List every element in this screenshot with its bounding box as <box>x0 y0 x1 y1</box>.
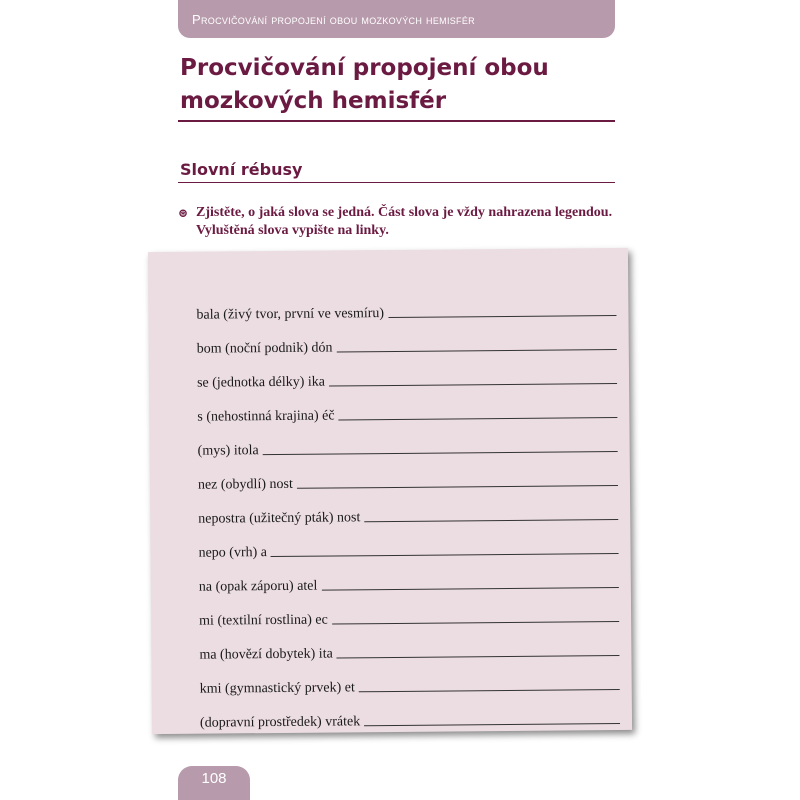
answer-line[interactable] <box>321 587 618 591</box>
answer-line[interactable] <box>271 553 619 557</box>
title-divider <box>178 120 615 122</box>
section-divider <box>178 182 615 183</box>
puzzle-clue: (dopravní prostředek) vrátek <box>199 714 361 731</box>
puzzle-clue: mi (textilní rostlina) ec <box>199 612 328 629</box>
answer-line[interactable] <box>364 723 620 726</box>
puzzle-row <box>198 524 618 562</box>
answer-line[interactable] <box>297 485 618 489</box>
puzzle-clue: bala (živý tvor, první ve vesmíru) <box>196 306 385 323</box>
puzzle-row <box>196 286 616 324</box>
instruction <box>178 204 618 240</box>
puzzle-clue: s (nehostinná krajina) éč <box>197 408 335 425</box>
answer-line[interactable] <box>336 349 616 352</box>
puzzle-clue: kmi (gymnastický prvek) et <box>199 680 355 697</box>
puzzle-row <box>199 558 619 596</box>
running-header <box>178 0 615 38</box>
bullet-icon: ⊛ <box>178 206 189 220</box>
section-heading: Slovní rébusy <box>180 160 303 179</box>
answer-line[interactable] <box>364 519 618 522</box>
answer-line[interactable] <box>339 417 618 420</box>
running-header-text: Procvičování propojení obou mozkových hemisfér <box>192 12 475 27</box>
puzzle-row <box>197 388 617 426</box>
puzzle-clue: na (opak záporu) atel <box>198 578 318 595</box>
instruction-text: Zjistěte, o jaká slova se jedná. Část slova je vždy nahrazena legendou. Vyluštěná slova vypište na linky. <box>196 205 613 238</box>
puzzle-clue: bom (noční podnik) dón <box>196 340 333 357</box>
answer-line[interactable] <box>329 383 617 387</box>
puzzle-clue: nepostra (užitečný pták) nost <box>198 510 361 527</box>
puzzle-row <box>199 592 619 630</box>
puzzle-clue: se (jednotka délky) ika <box>196 374 326 391</box>
exercise-card <box>148 248 632 734</box>
answer-line[interactable] <box>359 689 620 692</box>
puzzle-clue: nez (obydlí) nost <box>197 476 293 493</box>
answer-line[interactable] <box>337 655 620 658</box>
answer-line[interactable] <box>332 621 619 625</box>
puzzle-row <box>199 626 619 664</box>
puzzle-row <box>200 694 620 732</box>
puzzle-clue: ma (hovězí dobytek) ita <box>199 646 333 663</box>
puzzle-row <box>197 320 617 358</box>
puzzle-row <box>198 490 618 528</box>
page-number: 108 <box>178 766 250 800</box>
page-title: Procvičování propojení obou mozkových hemisfér <box>180 55 549 114</box>
puzzle-row <box>198 456 618 494</box>
puzzle-row <box>197 422 617 460</box>
puzzle-clue: (mys) itola <box>197 443 259 459</box>
puzzle-row <box>197 354 617 392</box>
puzzle-row <box>199 660 619 698</box>
answer-line[interactable] <box>388 315 616 318</box>
answer-line[interactable] <box>263 451 618 455</box>
puzzle-list <box>196 286 620 732</box>
puzzle-clue: nepo (vrh) a <box>198 545 268 561</box>
